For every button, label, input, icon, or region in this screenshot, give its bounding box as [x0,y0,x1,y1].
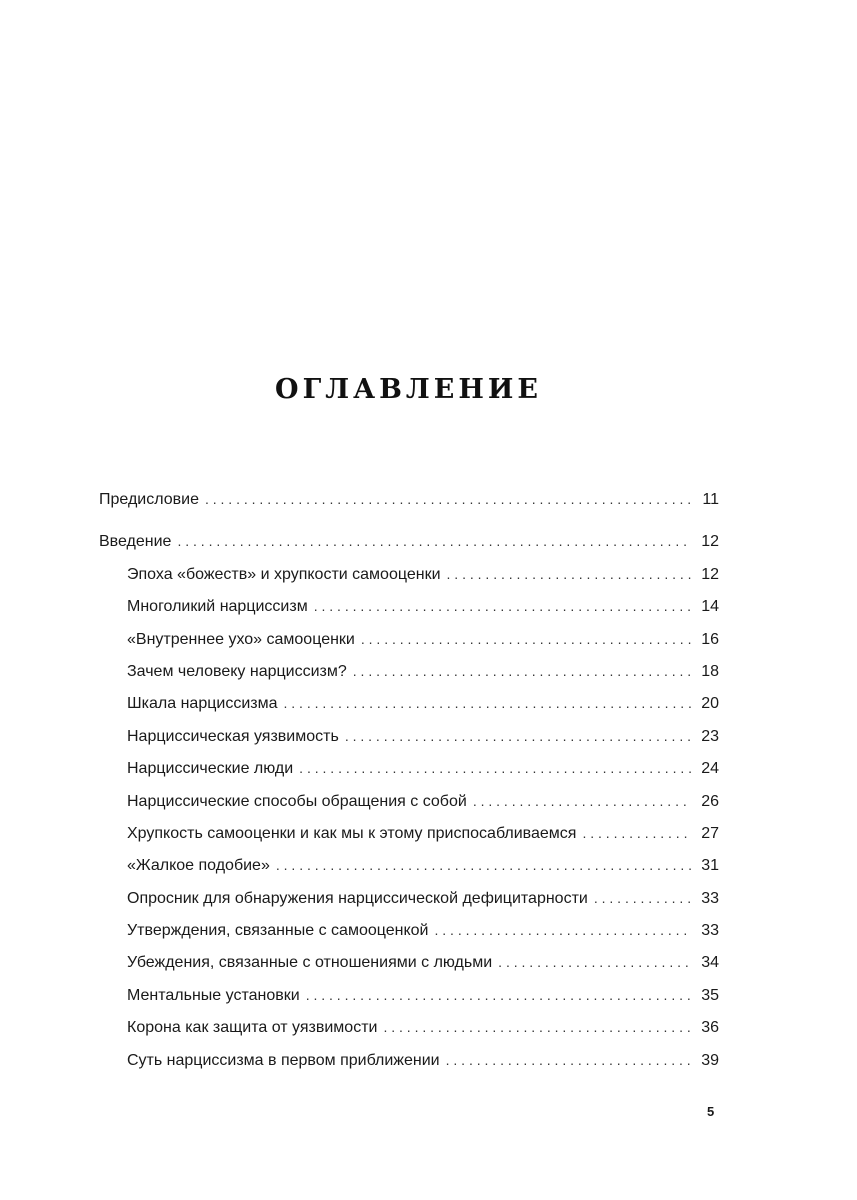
toc-entry[interactable] [99,491,719,523]
dot-leader [473,793,691,809]
toc-entry[interactable] [99,533,719,565]
dot-leader [299,760,691,776]
toc-entry-page: 27 [701,824,719,842]
toc-entry-label: Хрупкость самооценки и как мы к этому приспосабливаемся [127,824,577,842]
toc-entry-page: 35 [701,986,719,1004]
page-number: 5 [707,1104,715,1119]
toc-entry-page: 33 [701,889,719,907]
toc-subentry[interactable] [99,825,719,857]
toc-subentry[interactable] [99,566,719,598]
toc-entry-label: Эпоха «божеств» и хрупкости самооценки [127,565,441,583]
toc-subentry[interactable] [99,857,719,889]
toc-entry-label: Нарциссические люди [127,760,294,778]
toc-entry-label: Нарциссическая уязвимость [127,727,339,745]
toc-entry-label: Суть нарциссизма в первом приближении [127,1051,440,1069]
dot-leader [205,491,691,507]
toc-entry-label: Ментальные установки [127,986,300,1004]
dot-leader [314,598,691,614]
toc-subentry[interactable] [99,1019,719,1051]
toc-subentry[interactable] [99,598,719,630]
toc-entry-page: 20 [701,695,719,713]
toc-entry-page: 18 [701,662,719,680]
toc-entry-label: Утверждения, связанные с самооценкой [127,922,429,940]
toc-entry-page: 24 [701,760,719,778]
toc-entry-page: 26 [701,792,719,810]
toc-subentry[interactable] [99,631,719,663]
dot-leader [361,631,691,647]
toc-entry-label: «Внутреннее ухо» самооценки [127,630,355,648]
dot-leader [276,857,691,873]
toc-entry-page: 12 [701,533,719,551]
toc-entry-label: Зачем человеку нарциссизм? [127,662,347,680]
toc-subentry[interactable] [99,793,719,825]
dot-leader [582,825,691,841]
toc-entry-label: Введение [99,533,172,551]
dot-leader [498,954,691,970]
dot-leader [447,566,691,582]
toc-entry-page: 12 [701,565,719,583]
toc-entry-page: 23 [701,727,719,745]
dot-leader [434,922,691,938]
dot-leader [594,890,691,906]
toc-subentry[interactable] [99,728,719,760]
toc-entry-label: Предисловие [99,491,199,508]
toc-entry-label: «Жалкое подобие» [127,857,270,875]
toc-entry-label: Корона как защита от уязвимости [127,1019,378,1037]
toc-entry-page: 39 [701,1051,719,1069]
toc-entry-page: 11 [702,491,719,508]
toc-subentry[interactable] [99,922,719,954]
toc-subentry[interactable] [99,760,719,792]
toc-entry-page: 16 [701,630,719,648]
dot-leader [306,987,691,1003]
toc-entry-label: Убеждения, связанные с отношениями с людьми [127,954,493,972]
dot-leader [446,1052,691,1068]
toc-subentry[interactable] [99,695,719,727]
toc-entry-page: 34 [701,954,719,972]
toc-subentry[interactable] [99,663,719,695]
table-of-contents [99,491,719,1084]
toc-entry-page: 36 [701,1019,719,1037]
toc-entry-page: 31 [701,857,719,875]
toc-subentry[interactable] [99,1052,719,1084]
toc-entry-label: Опросник для обнаружения нарциссической дефицитарности [127,889,588,907]
toc-subentry[interactable] [99,954,719,986]
toc-entry-label: Многоликий нарциссизм [127,598,308,616]
dot-leader [353,663,691,679]
toc-subentry[interactable] [99,987,719,1019]
toc-subentry[interactable] [99,890,719,922]
toc-entry-label: Нарциссические способы обращения с собой [127,792,467,810]
dot-leader [284,695,692,711]
toc-entry-page: 33 [701,922,719,940]
dot-leader [383,1019,691,1035]
toc-entry-label: Шкала нарциссизма [127,695,278,713]
toc-entry-page: 14 [701,598,719,616]
page-title: ОГЛАВЛЕНИЕ [275,374,542,406]
dot-leader [177,533,691,549]
dot-leader [345,728,691,744]
